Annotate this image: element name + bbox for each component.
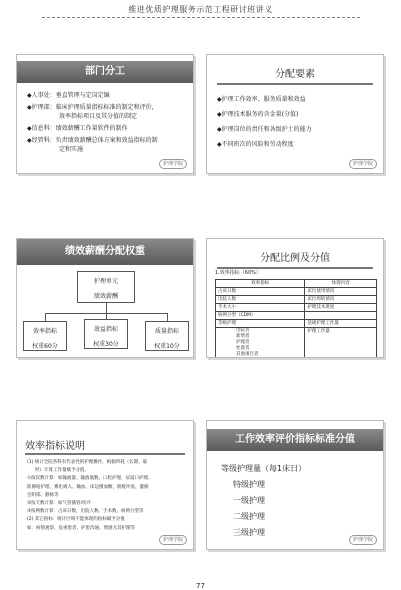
box-weight: 权重30分 — [93, 341, 119, 348]
connector — [45, 313, 46, 321]
page-number: 77 — [196, 582, 205, 590]
bullet-item: ◆经管科：负责绩效薪酬总体方案和效益指标的制 — [27, 137, 158, 144]
title-rule — [217, 83, 373, 85]
list-item: 新增者 — [236, 334, 250, 339]
logo: 护理学院 — [159, 159, 187, 169]
table-cell: 等级护理 — [216, 320, 305, 328]
table-cell: 出院人数 — [216, 296, 305, 304]
table-header: 效率指标 — [216, 280, 305, 288]
table-cell: 床位周转情况 — [305, 296, 377, 304]
text-line: 时）计算工作量赋予分值。 — [35, 468, 89, 474]
table-row — [216, 320, 377, 328]
grade-item: 特级护理 — [233, 480, 265, 489]
table-row — [216, 296, 377, 304]
table-row — [216, 328, 377, 359]
slide-weight-diagram — [16, 238, 194, 358]
text-line: 如：病情观察、危重患者、护患沟通、增感尤其护理等 — [27, 525, 135, 531]
bullet-item: 定和实施 — [59, 146, 84, 153]
explanation-text — [27, 459, 189, 533]
slide-distribution-factors — [206, 54, 384, 174]
page-header: 推进优质护理服务示范工程研讨班讲义 — [128, 5, 273, 14]
efficiency-box — [23, 321, 67, 351]
text-line: (2) 其它指标：统计区域不能体现的指标赋予分值 — [27, 517, 125, 523]
nursing-unit-box — [77, 271, 135, 303]
slide-title: 工作效率评价指标标准分值 — [207, 429, 383, 451]
slide-title: 效率指标说明 — [25, 441, 85, 452]
box-weight: 权重10分 — [154, 343, 180, 350]
title-rule — [25, 453, 185, 455]
table-cell-list — [216, 328, 305, 359]
table-row — [216, 288, 377, 296]
text-line: ①按次数计算：如输液量、输液瓶数、口腔护理、尿道口护理、 — [27, 476, 153, 482]
list-item: 处置者 — [236, 346, 250, 351]
bullet-item: 效率指标项目及其分值的制定 — [59, 113, 138, 120]
table-cell: 床位使用情况 — [305, 288, 377, 296]
box-weight: 权重60分 — [32, 343, 58, 350]
grade-item: 三级护理 — [233, 528, 265, 537]
table-header-row — [216, 280, 377, 288]
bullet-item: ◆信息科：绩效薪酬工作量软件的制作 — [27, 125, 128, 132]
slide-department-division — [16, 54, 194, 174]
box-label: 效益指标 — [93, 326, 118, 333]
logo: 护理学院 — [349, 159, 377, 169]
table-cell: 占床日数 — [216, 288, 305, 296]
benefit-box — [84, 319, 128, 349]
bullet-item: ◆护理工作效率、服务质量和效益 — [217, 96, 306, 103]
text-line: ②按天数计算：如气管插管/切开 — [27, 501, 92, 507]
bullet-item: ◆不同班次的风险和劳动程度 — [217, 141, 294, 148]
table-cell: 病例分型（CDM） — [216, 312, 305, 320]
slide-allocation-ratio — [206, 238, 384, 358]
box-label: 质量指标 — [154, 328, 179, 335]
connector — [167, 313, 168, 321]
bullet-item: ◆护理技术服务的含金量(分值) — [217, 111, 299, 118]
bullet-item: ◆护理部：临床护理质量指标标准的制定和评价， — [27, 104, 158, 111]
quality-box — [145, 321, 189, 351]
slide-subtitle: 1.效率指标（60%） — [215, 270, 261, 276]
table-cell: 护理技术难度 — [305, 304, 377, 312]
text-line: ③按例数计算：占床日数、出院人数、手术数、病例分型等 — [27, 509, 144, 515]
slide-title: 部门分工 — [17, 61, 193, 83]
grade-item: 一级护理 — [233, 496, 265, 505]
unit-line: 护理单元 — [93, 278, 118, 285]
bullet-item: ◆人事处：垂直管理与定岗定编 — [27, 92, 110, 99]
slide-title: 绩效薪酬分配权重 — [17, 239, 193, 265]
connector — [106, 303, 107, 313]
table-header: 体现内容 — [305, 280, 377, 288]
table-cell: 基础护理工作量 — [305, 320, 377, 328]
slide-efficiency-explanation — [16, 420, 194, 550]
table-cell: 手术大小 — [216, 304, 305, 312]
slide-title: 分配要素 — [275, 69, 315, 80]
text-line: (1) 统计全院各科有代表性的护理操作，根据所耗（长期、临 — [27, 460, 148, 465]
logo: 护理学院 — [159, 535, 187, 545]
logo: 护理学院 — [349, 535, 377, 545]
slide-title: 分配比例及分值 — [260, 253, 330, 264]
list-item: 其他项目者 — [236, 352, 259, 357]
table-row — [216, 304, 377, 312]
grade-nursing-heading: 等级护理量（每1床日） — [221, 464, 307, 473]
list-item: 护理者 — [236, 340, 250, 345]
table-row — [216, 312, 377, 320]
slide-efficiency-standard-score — [206, 420, 384, 550]
efficiency-table — [215, 279, 377, 358]
bullet-item: ◆护理岗位的责任和各级护士的能力 — [217, 126, 312, 133]
header-rule — [42, 17, 360, 18]
box-label: 效率指标 — [32, 328, 57, 335]
grade-item: 二级护理 — [233, 512, 265, 521]
table-cell — [305, 312, 377, 320]
text-line: 会阴部、静脉等 — [27, 492, 59, 498]
list-item: 出院者 — [236, 328, 250, 333]
text-line: 防褥疮护理、雾化吸入、输血、床边摄血糖、膀胱冲洗、灌肠 — [27, 484, 149, 490]
table-cell: 护理工作量 — [305, 328, 377, 359]
unit-line: 绩效薪酬 — [93, 293, 118, 300]
